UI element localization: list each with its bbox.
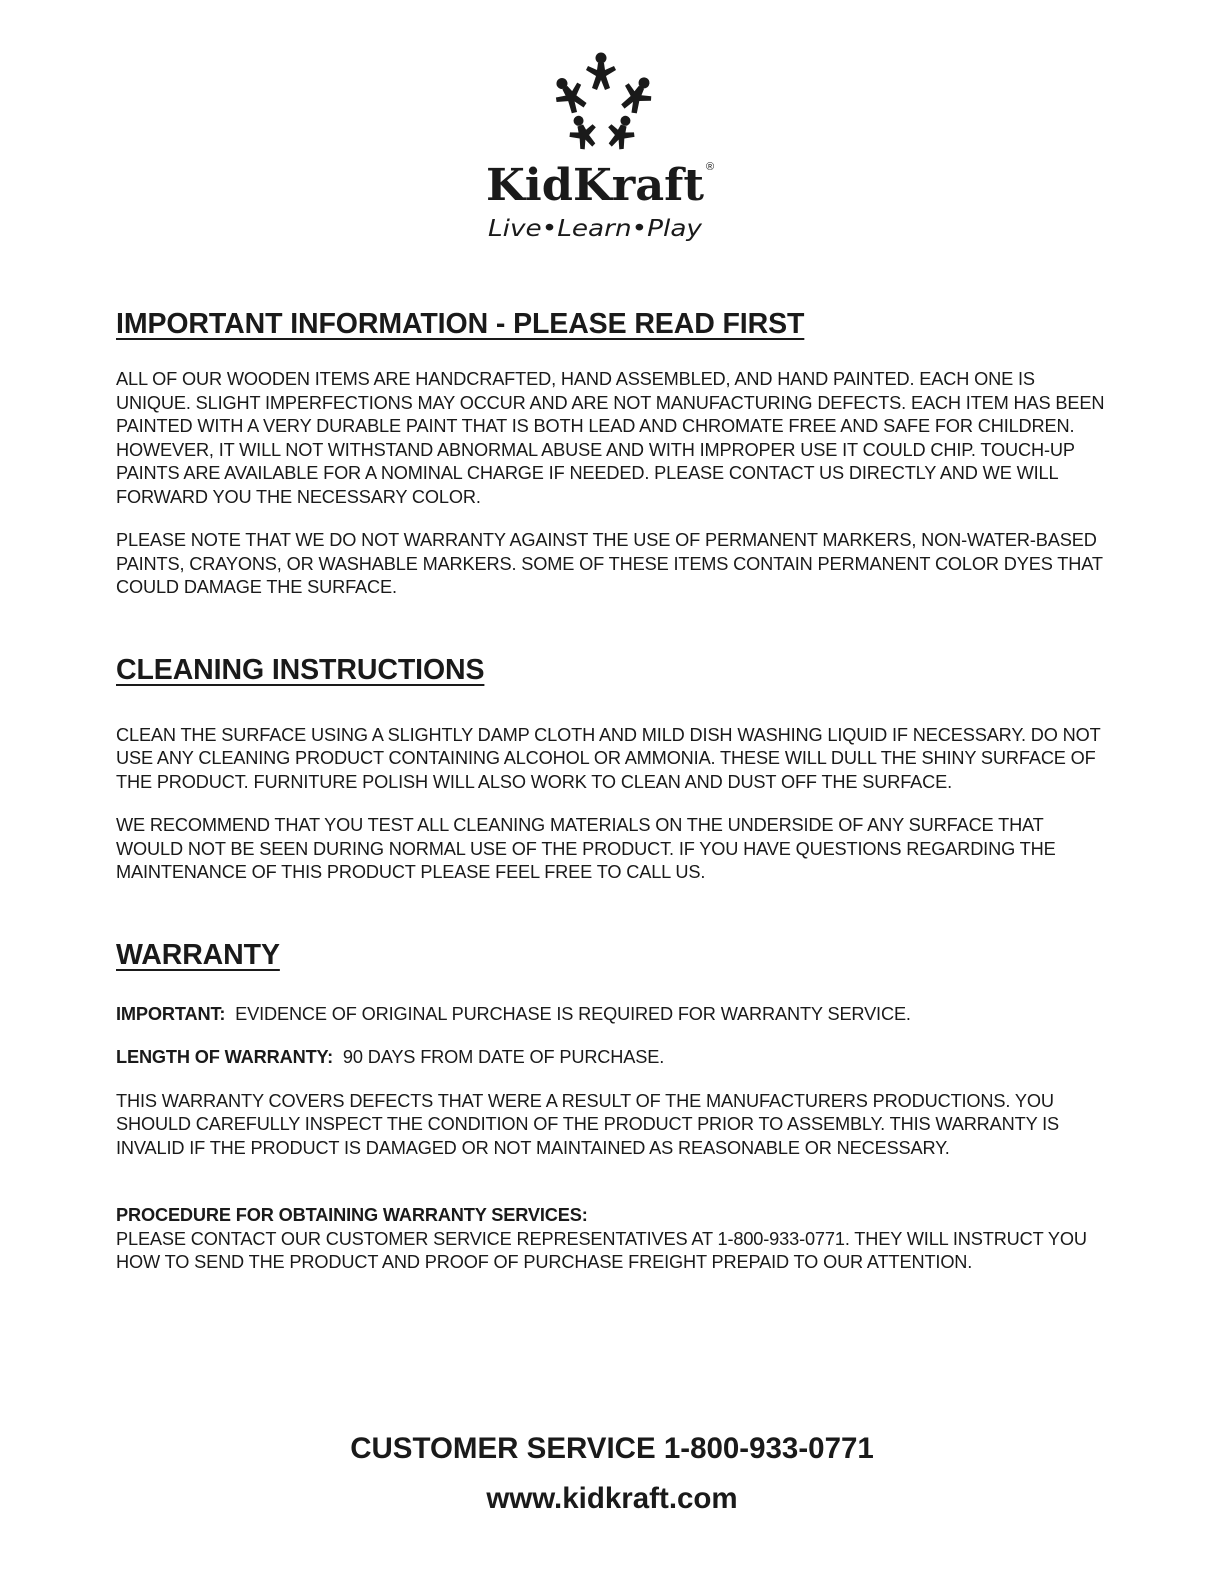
warranty-length-text: 90 DAYS FROM DATE OF PURCHASE.	[342, 1047, 665, 1067]
warranty-important-line	[116, 1003, 1106, 1027]
warranty-heading: WARRANTY	[116, 938, 280, 971]
important-paragraph-1: ALL OF OUR WOODEN ITEMS ARE HANDCRAFTED, HAND ASSEMBLED, AND HAND PAINTED. EACH ONE IS UNIQUE. SLIGHT IMPERFECTIONS MAY OCCUR AND ARE NOT MANUFACTURING DEFECTS. EACH ITEM HAS BEEN PAINTED WITH A VERY DURABLE PAINT THAT IS BOTH LEAD AND CHROMATE FREE AND SAFE FOR CHILDREN. HOWEVER, IT WILL NOT WITHSTAND ABNORMAL ABUSE AND WITH IMPROPER USE IT COULD CHIP. TOUCH-UP PAINTS ARE AVAILABLE FOR A NOMINAL CHARGE IF NEEDED. PLEASE CONTACT US DIRECTLY AND WE WILL FORWARD YOU THE NECESSARY COLOR.	[116, 369, 1105, 507]
warranty-important-label: IMPORTANT:	[116, 1003, 226, 1024]
cleaning-heading: CLEANING INSTRUCTIONS	[116, 653, 485, 686]
kidkraft-logo	[480, 50, 730, 250]
document-body	[116, 306, 1106, 1275]
customer-service-phone: CUSTOMER SERVICE 1-800-933-0771	[350, 1432, 874, 1465]
important-heading: IMPORTANT INFORMATION - PLEASE READ FIRST	[116, 308, 805, 340]
registered-mark: ®	[706, 161, 715, 173]
warranty-length-line	[116, 1046, 1106, 1070]
warranty-coverage: THIS WARRANTY COVERS DEFECTS THAT WERE A RESULT OF THE MANUFACTURERS PRODUCTIONS. YOU SHOULD CAREFULLY INSPECT THE CONDITION OF THE PRODUCT PRIOR TO ASSEMBLY. THIS WARRANTY IS INVALID IF THE PRODUCT IS DAMAGED OR NOT MAINTAINED AS REASONABLE OR NECESSARY.	[116, 1090, 1060, 1158]
procedure-label: PROCEDURE FOR OBTAINING WARRANTY SERVICES:	[116, 1205, 588, 1225]
cleaning-paragraph-1: CLEAN THE SURFACE USING A SLIGHTLY DAMP CLOTH AND MILD DISH WASHING LIQUID IF NECESSARY. DO NOT USE ANY CLEANING PRODUCT CONTAINING ALCOHOL OR AMMONIA. THESE WILL DULL THE SHINY SURFACE OF THE PRODUCT. FURNITURE POLISH WILL ALSO WORK TO CLEAN AND DUST OFF THE SURFACE.	[116, 724, 1101, 792]
important-paragraph-2: PLEASE NOTE THAT WE DO NOT WARRANTY AGAINST THE USE OF PERMANENT MARKERS, NON-WATER-BASED PAINTS, CRAYONS, OR WASHABLE MARKERS. SOME OF THESE ITEMS CONTAIN PERMANENT COLOR DYES THAT COULD DAMAGE THE SURFACE.	[116, 530, 1103, 597]
warranty-length-label: LENGTH OF WARRANTY:	[116, 1047, 334, 1067]
brand-name: KidKraft	[486, 160, 705, 211]
procedure-text: PLEASE CONTACT OUR CUSTOMER SERVICE REPRESENTATIVES AT 1-800-933-0771. THEY WILL INSTRUCT YOU HOW TO SEND THE PRODUCT AND PROOF OF PURCHASE FREIGHT PREPAID TO OUR ATTENTION.	[116, 1228, 1087, 1272]
brand-tagline: Live•Learn•Play	[488, 216, 703, 242]
five-figures-icon	[480, 50, 730, 250]
cleaning-paragraph-2: WE RECOMMEND THAT YOU TEST ALL CLEANING MATERIALS ON THE UNDERSIDE OF ANY SURFACE THAT WOULD NOT BE SEEN DURING NORMAL USE OF THE PRODUCT. IF YOU HAVE QUESTIONS REGARDING THE MAINTENANCE OF THIS PRODUCT PLEASE FEEL FREE TO CALL US.	[116, 815, 1056, 882]
warranty-important-text: EVIDENCE OF ORIGINAL PURCHASE IS REQUIRED FOR WARRANTY SERVICE.	[235, 1003, 911, 1024]
website-url: www.kidkraft.com	[486, 1482, 738, 1515]
